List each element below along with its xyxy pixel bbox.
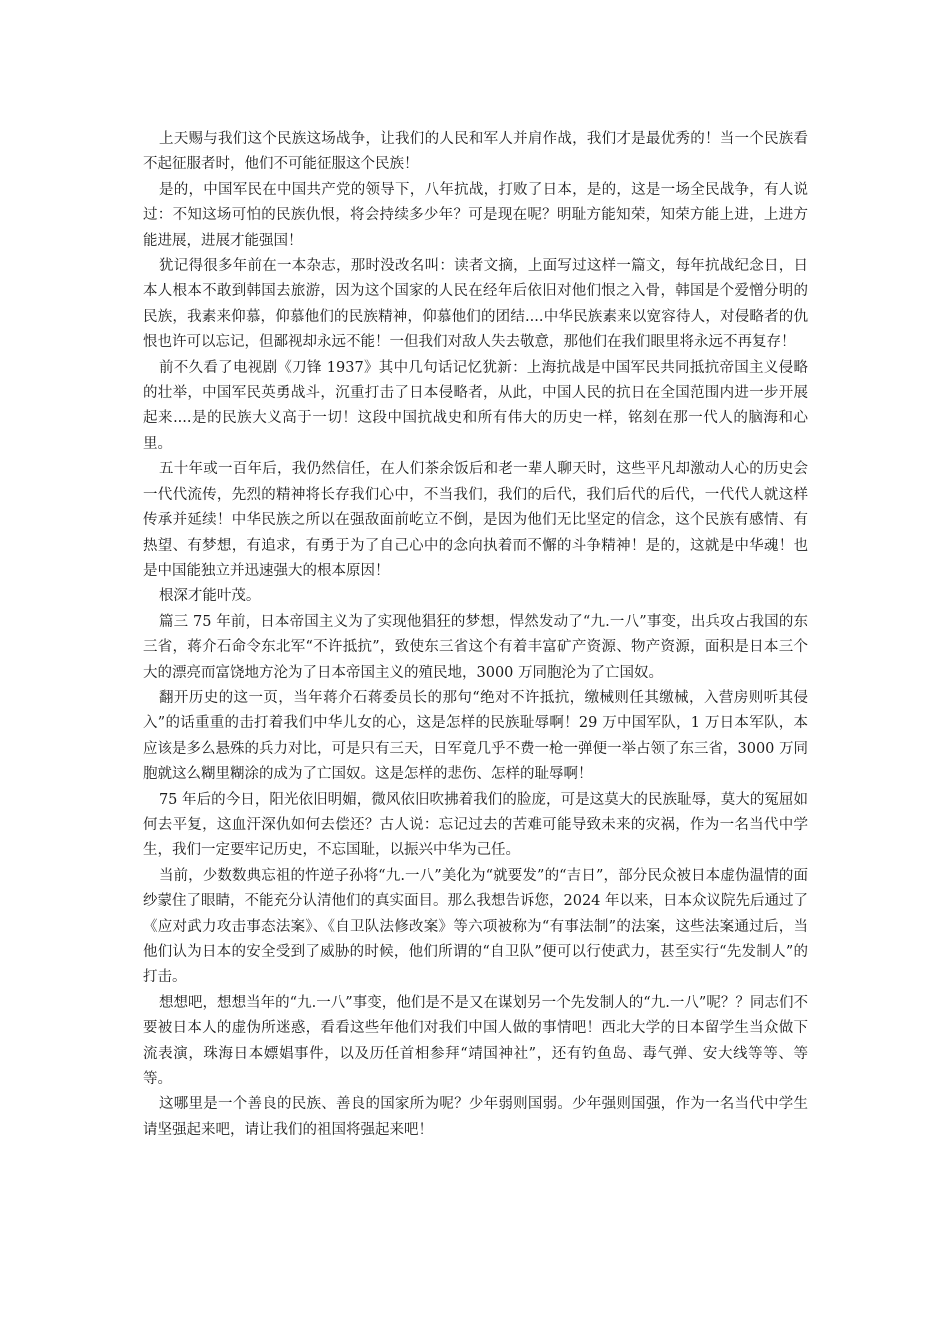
paragraph-6: 根深才能叶茂。 bbox=[158, 588, 261, 605]
paragraph-1: 上天赐与我们这个民族这场战争，让我们的人民和军人并肩作战，我们才是最优秀的！当一个民族看不起征服者时，他们不可能征服这个民族！ bbox=[143, 131, 808, 173]
paragraph-8: 翻开历史的这一页，当年蒋介石蒋委员长的那句“绝对不许抵抗，缴械则任其缴械，入营房则听其侵入”的话重重的击打着我们中华儿女的心，这是怎样的民族耻辱啊！29 万中国军队，1 万日本军队，本应该是多么悬殊的兵力对比，可是只有三天，日军竟几乎不费一枪一弹便一举占领了东三省，3000 万同胞就这么糊里糊涂的成为了亡国奴。这是怎样的悲伤、怎样的耻辱啊！ bbox=[143, 689, 809, 783]
paragraph-5: 五十年或一百年后，我仍然信任，在人们茶余饭后和老一辈人聊天时，这些平凡却激动人心的历史会一代代流传，先烈的精神将长存我们心中，不当我们，我们的后代，我们后代的后代，一代代人就这样传承并延续！中华民族之所以在强敌面前屹立不倒，是因为他们无比坚定的信念，这个民族有感情、有热望、有梦想，有追求，有勇于为了自己心中的念向执着而不懈的斗争精神！是的，这就是中华魂！也是中国能独立并迅速强大的根本原因！ bbox=[143, 461, 808, 579]
paragraph-7: 篇三 75 年前，日本帝国主义为了实现他猖狂的梦想，悍然发动了“九.一八”事变，出兵攻占我国的东三省，蒋介石命令东北军“不许抵抗”，致使东三省这个有着丰富矿产资源、物产资源，面积是日本三个大的漂亮而富饶地方沦为了日本帝国主义的殖民地，3000 万同胞沦为了亡国奴。 bbox=[143, 613, 808, 681]
paragraph-9: 75 年后的今日，阳光依旧明媚，微风依旧吹拂着我们的脸庞，可是这莫大的民族耻辱，莫大的冤屈如何去平复，这血汗深仇如何去偿还？古人说：忘记过去的苦难可能导致未来的灾祸，作为一名当代中学生，我们一定要牢记历史，不忘国耻，以振兴中华为己任。 bbox=[143, 791, 808, 859]
paragraph-2: 是的，中国军民在中国共产党的领导下，八年抗战，打败了日本，是的，这是一场全民战争，有人说过：不知这场可怕的民族仇恨，将会持续多少年？可是现在呢？明耻方能知荣，知荣方能上进，上进方能进展，进展才能强国！ bbox=[143, 181, 808, 249]
paragraph-3: 犹记得很多年前在一本杂志，那时没改名叫：读者文摘，上面写过这样一篇文，每年抗战纪念日，日本人根本不敢到韩国去旅游，因为这个国家的人民在经年后依旧对他们恨之入骨，韩国是个爱憎分明的民族，我素来仰慕，仰慕他们的民族精神，仰慕他们的团结....中华民族素来以宽容待人，对侵略者的仇恨也许可以忘记，但鄙视却永远不能！一但我们对敌人失去敬意，那他们在我们眼里将永远不再复存！ bbox=[143, 258, 808, 351]
paragraph-10: 当前，少数数典忘祖的忤逆子孙将“九.一八”美化为“就要发”的“吉日”，部分民众被日本虚伪温情的面纱蒙住了眼睛，不能充分认清他们的真实面目。那么我想告诉您，2024 年以来，日本众议院先后通过了《应对武力攻击事态法案》、《自卫队法修改案》等六项被称为“有事法制”的法案，这些法案通过后，当他们认为日本的安全受到了威胁的时候，他们所谓的“自卫队”便可以行使武力，甚至实行“先发制人”的打击。 bbox=[143, 867, 809, 986]
paragraph-4: 前不久看了电视剧《刀锋 1937》其中几句话记忆犹新：上海抗战是中国军民共同抵抗帝国主义侵略的壮举，中国军民英勇战斗，沉重打击了日本侵略者，从此，中国人民的抗日在全国范围内进一步开展起来....是的民族大义高于一切！这段中国抗战史和所有伟大的历史一样，铭刻在那一代人的脑海和心里。 bbox=[143, 359, 808, 452]
paragraph-12: 这哪里是一个善良的民族、善良的国家所为呢？少年弱则国弱。少年强则国强，作为一名当代中学生请坚强起来吧，请让我们的祖国将强起来吧！ bbox=[143, 1096, 808, 1138]
paragraph-11: 想想吧，想想当年的“九.一八”事变，他们是不是又在谋划另一个先发制人的“九.一八”呢？？同志们不要被日本人的虚伪所迷惑，看看这些年他们对我们中国人做的事情吧！西北大学的日本留学生当众做下流表演，珠海日本嫖娼事件，以及历任首相参拜“靖国神社”，还有钓鱼岛、毒气弹、安大线等等、等等。 bbox=[143, 994, 808, 1088]
article-body bbox=[143, 127, 808, 1143]
